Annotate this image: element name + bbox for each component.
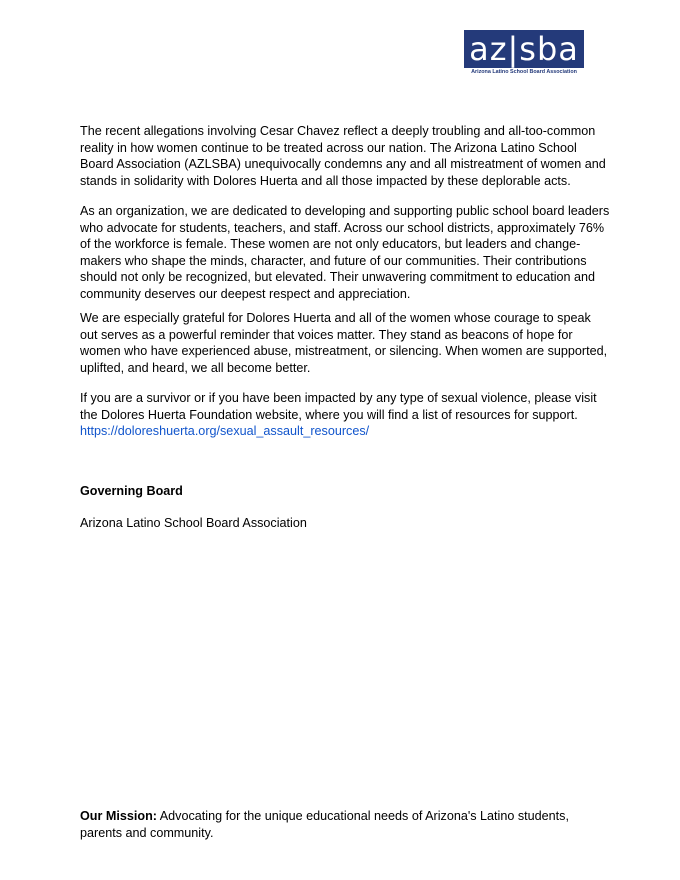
signature-org: Arizona Latino School Board Association [80,516,307,530]
mission-label: Our Mission: [80,809,157,823]
mission-text: Advocating for the unique educational needs of Arizona's Latino students, parents and community. [80,809,569,840]
signature-title: Governing Board [80,484,183,498]
paragraph-4 [80,390,610,440]
resources-link[interactable]: https://doloreshuerta.org/sexual_assault_resources/ [80,424,370,439]
paragraph-3: We are especially grateful for Dolores Huerta and all of the women whose courage to speak out serves as a powerful reminder that voices matter. They stand as beacons of hope for women who have experienced abuse, mistreatment, or silencing. When women are supported, uplifted, and heard, we all become better. [80,311,608,375]
logo-mark: az|sba [464,30,584,68]
mission-statement [80,808,610,841]
azlsba-logo [464,30,584,76]
paragraph-1: The recent allegations involving Cesar Chavez reflect a deeply troubling and all-too-common reality in how women continue to be treated across our nation. The Arizona Latino School Board Association (AZLSBA) unequivocally condemns any and all mistreatment of women and stands in solidarity with Dolores Huerta and all those impacted by these deplorable acts. [80,124,606,188]
paragraph-4-text: If you are a survivor or if you have been impacted by any type of sexual violence, please visit the Dolores Huerta Foundation website, where you will find a list of resources for support. [80,391,597,422]
paragraph-2: As an organization, we are dedicated to developing and supporting public school board leaders who advocate for students, teachers, and staff. Across our school districts, approximately 76% of the workforce is female. These women are not only educators, but leaders and change-makers who shape the minds, character, and future of our communities. Their contributions should not only be recognized, but elevated. Their unwavering commitment to education and community deserves our deepest respect and appreciation. [80,204,610,301]
logo-caption: Arizona Latino School Board Association [471,69,577,75]
